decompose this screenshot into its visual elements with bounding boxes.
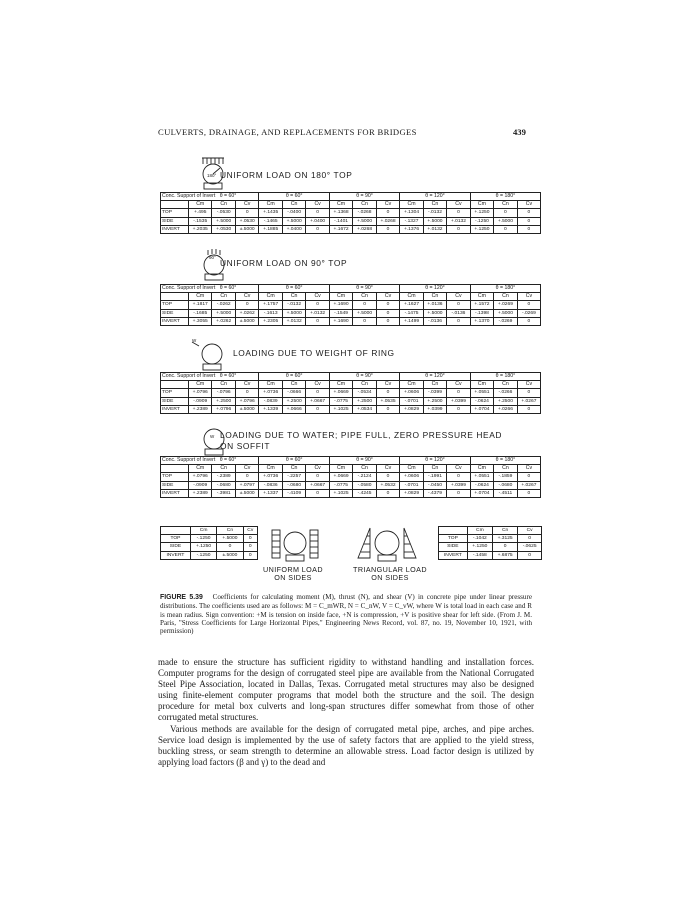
- table-row: [161, 405, 541, 413]
- coef-table-weight-of-ring: Conc. Support of Invert θ = 60° θ = 60° θ = 90° θ = 120° θ = 180° Cm Cn Cv Cm Cn Cv Cm Cn Cv Cm Cn Cv Cm Cn Cv TOP +.0796 -.0796 0 +.0736 -.0666 0 +.0669 -.0534 0 +.0606 -.0399 0 +.0551 -.0266 0 SIDE -.0909 +.2500 +.0796 -.0839 +.2500 +.0667 -.0775 +.2500 +.0535 -.0701 +.2500 +.0399 -.0624 +.2500 +.0267 INVERT +.2389 +.0796 ±.5000 +.1339 +.0666 0 +.1025 +.0534 0 +.0829 +.0399 0 +.0704 +.0266 0: [160, 372, 541, 414]
- table-cell: -.0775: [329, 397, 352, 405]
- table-cell: +.0269: [494, 301, 517, 309]
- figure-caption: [160, 593, 532, 635]
- table-cell: +.0796: [189, 389, 212, 397]
- table-cell: +.0262: [212, 317, 235, 325]
- row-label: INVERT: [161, 551, 191, 559]
- row-label: TOP: [161, 301, 189, 309]
- table-cell: -.0701: [400, 481, 423, 489]
- table-cell: 0: [517, 489, 541, 497]
- table-cell: 0: [306, 209, 329, 217]
- table-cell: +.1672: [329, 225, 352, 233]
- table-cell: +.5000: [282, 217, 305, 225]
- table-cell: 0: [517, 317, 541, 325]
- table-cell: -.0625: [518, 543, 542, 551]
- table-row: [439, 551, 542, 559]
- table-cell: 0: [306, 473, 329, 481]
- uniform-side-load-diagram: [270, 526, 320, 564]
- table-cell: 0: [235, 301, 259, 309]
- svg-text:90°: 90°: [209, 255, 216, 260]
- table-cell: +.2500: [282, 397, 305, 405]
- table-cell: 0: [447, 473, 471, 481]
- body-text: [158, 657, 534, 768]
- table-cell: -.1991: [423, 473, 446, 481]
- table-cell: -.0268: [353, 209, 376, 217]
- table-cell: +.1250: [470, 225, 493, 233]
- table-cell: +.2035: [189, 225, 212, 233]
- table-cell: +.0532: [376, 481, 399, 489]
- table-cell: +.0535: [376, 397, 399, 405]
- table-cell: +.0669: [329, 389, 352, 397]
- table-cell: 0: [243, 535, 257, 543]
- table-cell: +.0136: [423, 301, 446, 309]
- table-cell: -.0624: [470, 397, 493, 405]
- table-cell: 0: [494, 225, 517, 233]
- row-label: TOP: [161, 209, 189, 217]
- table-cell: -.4379: [423, 489, 446, 497]
- svg-text:W: W: [210, 434, 215, 439]
- table-cell: -.0136: [423, 317, 446, 325]
- row-label: TOP: [161, 389, 189, 397]
- table-cell: +.0266: [494, 405, 517, 413]
- table-cell: +.0399: [423, 405, 446, 413]
- table-cell: -.0400: [282, 209, 305, 217]
- table-cell: -.0909: [189, 481, 212, 489]
- table-cell: -.4109: [282, 489, 305, 497]
- table-cell: +.0736: [259, 473, 282, 481]
- table-cell: +.5000: [212, 309, 235, 317]
- table-cell: -.0680: [282, 481, 305, 489]
- paragraph-2: Various methods are available for the design of corrugated metal pipe, arches, and pipe arches. Service load design is implemented by the use of safety factors that are applied to the yield stress, buckling stress, or seam strength to determine an allowable stress. Load factor design is utilized by applying load factors (β and γ) to the dead and: [158, 723, 534, 767]
- table-cell: 0: [353, 317, 376, 325]
- table-row: [161, 217, 541, 225]
- table-cell: +.0606: [400, 389, 423, 397]
- section-title-180-top: UNIFORM LOAD ON 180° TOP: [220, 170, 353, 180]
- table-cell: 0: [447, 209, 471, 217]
- table-cell: -.0266: [494, 389, 517, 397]
- table-cell: -.1250: [190, 551, 216, 559]
- table-cell: -.0580: [353, 481, 376, 489]
- table-row: [161, 389, 541, 397]
- table-row: [439, 535, 542, 543]
- table-row: [161, 317, 541, 325]
- table-cell: -.0680: [494, 481, 517, 489]
- table-cell: +.0736: [259, 389, 282, 397]
- table-cell: 0: [306, 301, 329, 309]
- table-cell: -.1535: [189, 217, 212, 225]
- table-cell: +.0399: [447, 397, 471, 405]
- table-cell: -.0680: [212, 481, 235, 489]
- table-cell: +.0132: [423, 225, 446, 233]
- table-cell: 0: [353, 301, 376, 309]
- table-cell: -.1859: [494, 473, 517, 481]
- table-cell: 0: [376, 489, 399, 497]
- table-cell: +.5000: [353, 217, 376, 225]
- table-cell: +.0551: [470, 389, 493, 397]
- table-cell: ±.5000: [235, 317, 259, 325]
- table-cell: 0: [306, 489, 329, 497]
- table-cell: 0: [447, 489, 471, 497]
- table-cell: +.0534: [353, 405, 376, 413]
- table-cell: +.6875: [492, 551, 517, 559]
- table-cell: 0: [306, 389, 329, 397]
- table-cell: 0: [376, 405, 399, 413]
- table-cell: +.0267: [517, 481, 541, 489]
- table-cell: +.1337: [259, 489, 282, 497]
- table-cell: 0: [306, 405, 329, 413]
- table-cell: -.0701: [400, 397, 423, 405]
- table-cell: 0: [217, 543, 243, 551]
- row-label: TOP: [439, 535, 468, 543]
- table-cell: -.0132: [282, 301, 305, 309]
- running-title: CULVERTS, DRAINAGE, AND REPLACEMENTS FOR BRIDGES: [158, 127, 417, 137]
- table-cell: +.5000: [212, 217, 235, 225]
- table-cell: -.0136: [447, 309, 471, 317]
- table-cell: +.1627: [400, 301, 423, 309]
- table-cell: -.3981: [212, 489, 235, 497]
- table-cell: +.0530: [212, 225, 235, 233]
- table-cell: -.0666: [282, 389, 305, 397]
- table-cell: 0: [517, 389, 541, 397]
- row-label: INVERT: [161, 225, 189, 233]
- row-label: INVERT: [161, 489, 189, 497]
- table-cell: +.0796: [212, 405, 235, 413]
- table-cell: +.0132: [306, 309, 329, 317]
- table-cell: +.2389: [189, 405, 212, 413]
- table-cell: 0: [235, 389, 259, 397]
- caption-text: Coefficients for calculating moment (M), thrust (N), and shear (V) in concrete pipe under linear pressure distributions. The coefficients used are as follows: M = C_mWR, N = C_nW, V = C_vW, where W is total load in each case and R is mean radius. Sign convention: +M is tension on inside face, +N is compression, +V is positive shear for left side. (From J. M. Paris, "Stress Coefficients for Large Horizontal Pipes," Engineering News Record, vol. 87, no. 19, November 10, 1921, with permission): [160, 593, 532, 636]
- table-row: [161, 551, 258, 559]
- pipe-weight-of-ring-icon: [190, 338, 232, 372]
- coef-table-uniform-sides: Cm Cn Cv TOP -.1250 +.5000 0 SIDE +.1250 0 0 INVERT -.1250 ±.5000 0: [160, 526, 258, 560]
- table-cell: +.0530: [235, 217, 259, 225]
- section-title-water-load: LOADING DUE TO WATER; PIPE FULL, ZERO PRESSURE HEAD: [220, 430, 503, 440]
- row-label: SIDE: [161, 217, 189, 225]
- table-cell: +.0796: [235, 397, 259, 405]
- table-cell: +.1757: [259, 301, 282, 309]
- table-cell: +.5000: [282, 309, 305, 317]
- table-cell: -.0534: [353, 389, 376, 397]
- table-cell: +.0132: [447, 217, 471, 225]
- table-cell: -.0836: [259, 481, 282, 489]
- table-cell: +.0796: [189, 473, 212, 481]
- table-row: [161, 225, 541, 233]
- table-cell: +.1304: [400, 209, 423, 217]
- table-row: [161, 397, 541, 405]
- coef-table-90-top: Conc. Support of Invert θ = 60° θ = 60° θ = 90° θ = 120° θ = 180° Cm Cn Cv Cm Cn Cv Cm Cn Cv Cm Cn Cv Cm Cn Cv TOP +.1817 -.0262 0 +.1757 -.0132 0 +.1690 0 0 +.1627 +.0136 0 +.1572 +.0269 0 SIDE -.1685 +.5000 +.0262 -.1613 +.5000 +.0132 -.1549 +.5000 0 -.1475 +.5000 -.0136 -.1398 +.5000 -.0269 INVERT +.3055 +.0262 ±.5000 +.2305 +.0132 0 +.1690 0 0 +.1499 -.0136 0 +.1370 -.0269 0: [160, 284, 541, 326]
- coef-table-water-load: Conc. Support of Invert θ = 60° θ = 60° θ = 90° θ = 120° θ = 180° Cm Cn Cv Cm Cn Cv Cm Cn Cv Cm Cn Cv Cm Cn Cv TOP +.0796 -.2389 0 +.0736 -.2257 0 +.0669 -.2124 0 +.0606 -.1991 0 +.0551 -.1859 0 SIDE -.0909 -.0680 +.0797 -.0836 -.0680 +.0667 -.0775 -.0580 +.0532 -.0701 -.0450 +.0399 -.0624 -.0680 +.0267 INVERT +.2389 -.3981 ±.5000 +.1337 -.4109 0 +.1025 -.4245 0 +.0829 -.4379 0 +.0704 -.4511 0: [160, 456, 541, 498]
- table-cell: +.2500: [494, 397, 517, 405]
- table-row: [161, 301, 541, 309]
- table-cell: +.3125: [492, 535, 517, 543]
- table-cell: +.1250: [470, 209, 493, 217]
- figure-5-39: [160, 156, 550, 586]
- table-cell: -.2257: [282, 473, 305, 481]
- table-cell: -.0775: [329, 481, 352, 489]
- coef-table-triangular-sides: Cm Cn Cv TOP -.1042 +.3125 0 SIDE +.1250 0 -.0625 INVERT -.1458 +.6875 0: [438, 526, 542, 560]
- table-cell: 0: [517, 209, 541, 217]
- table-row: [439, 543, 542, 551]
- row-label: SIDE: [161, 543, 191, 551]
- table-cell: -.1549: [329, 309, 352, 317]
- table-row: [161, 473, 541, 481]
- table-cell: ±.5000: [217, 551, 243, 559]
- table-cell: +.5000: [494, 217, 517, 225]
- figure-label: FIGURE 5.39: [160, 594, 203, 601]
- table-cell: -.0796: [212, 389, 235, 397]
- support-label: Conc. Support of Invert θ = 60°: [161, 193, 259, 201]
- table-cell: +.5000: [423, 309, 446, 317]
- table-row: [161, 489, 541, 497]
- table-cell: ±.5000: [235, 489, 259, 497]
- table-cell: 0: [376, 225, 399, 233]
- section-title-water-load-line2: ON SOFFIT: [220, 441, 271, 451]
- table-row: [161, 535, 258, 543]
- table-cell: -.0269: [494, 317, 517, 325]
- table-cell: +.0268: [376, 217, 399, 225]
- table-cell: +.1690: [329, 301, 352, 309]
- label-triangular-load-sides: TRIANGULAR LOAD ON SIDES: [353, 565, 427, 583]
- table-cell: +.1025: [329, 489, 352, 497]
- table-cell: 0: [447, 225, 471, 233]
- table-cell: +.3055: [189, 317, 212, 325]
- row-label: TOP: [161, 535, 191, 543]
- table-cell: +.1572: [470, 301, 493, 309]
- table-cell: -.4245: [353, 489, 376, 497]
- table-row: [161, 543, 258, 551]
- section-title-90-top: UNIFORM LOAD ON 90° TOP: [220, 258, 348, 268]
- table-cell: 0: [235, 209, 259, 217]
- svg-text:W: W: [192, 338, 197, 343]
- row-label: SIDE: [161, 309, 189, 317]
- table-cell: +.0400: [282, 225, 305, 233]
- table-cell: -.1465: [259, 217, 282, 225]
- table-cell: -.0839: [259, 397, 282, 405]
- table-cell: -.2389: [212, 473, 235, 481]
- table-cell: 0: [494, 209, 517, 217]
- svg-text:180°: 180°: [207, 173, 217, 178]
- table-cell: -.0132: [423, 209, 446, 217]
- table-cell: -.1250: [190, 535, 216, 543]
- table-cell: 0: [517, 405, 541, 413]
- table-cell: -.1250: [470, 217, 493, 225]
- table-cell: +.5000: [353, 309, 376, 317]
- table-cell: 0: [306, 225, 329, 233]
- table-cell: 0: [376, 473, 399, 481]
- table-cell: 0: [518, 551, 542, 559]
- table-cell: -.4511: [494, 489, 517, 497]
- row-label: INVERT: [439, 551, 468, 559]
- table-cell: +.0267: [517, 397, 541, 405]
- table-cell: 0: [517, 217, 541, 225]
- table-cell: +.0551: [470, 473, 493, 481]
- row-label: SIDE: [439, 543, 468, 551]
- row-label: SIDE: [161, 397, 189, 405]
- page-number: 439: [513, 127, 526, 137]
- table-cell: -.1475: [400, 309, 423, 317]
- table-cell: 0: [243, 551, 257, 559]
- table-cell: -.0399: [423, 389, 446, 397]
- table-cell: +.1376: [400, 225, 423, 233]
- table-cell: 0: [447, 317, 471, 325]
- table-cell: +.1368: [329, 209, 352, 217]
- table-cell: 0: [447, 389, 471, 397]
- table-row: [161, 209, 541, 217]
- label-uniform-load-sides: UNIFORM LOAD ON SIDES: [263, 565, 323, 583]
- table-cell: 0: [517, 225, 541, 233]
- table-cell: +.0262: [235, 309, 259, 317]
- table-cell: +.0399: [447, 481, 471, 489]
- table-cell: +.1690: [329, 317, 352, 325]
- table-cell: -.0624: [470, 481, 493, 489]
- triangular-side-load-diagram: [356, 524, 418, 564]
- table-cell: +.0268: [353, 225, 376, 233]
- table-cell: +.495: [189, 209, 212, 217]
- table-cell: +.0704: [470, 489, 493, 497]
- table-cell: 0: [517, 473, 541, 481]
- table-cell: +.2305: [259, 317, 282, 325]
- table-cell: 0: [447, 301, 471, 309]
- table-cell: -.1042: [467, 535, 492, 543]
- table-cell: -.2124: [353, 473, 376, 481]
- table-row: [161, 309, 541, 317]
- paragraph-1: made to ensure the structure has sufficient rigidity to withstand handling and installation forces. Computer programs for the design of corrugated steel pipe are available from the National Corrugated Steel Pipe Association, located in Dallas, Texas. Corrugated metal structures may also be designed using finite-element computer programs that model both the structure and the soil. The design procedure for metal box culverts and long-span structures differ somewhat from those of other corrugated metal structures.: [158, 657, 534, 723]
- table-cell: +.5000: [423, 217, 446, 225]
- table-row: [161, 481, 541, 489]
- table-cell: +.0132: [282, 317, 305, 325]
- table-cell: +.0704: [470, 405, 493, 413]
- table-cell: +.5000: [494, 309, 517, 317]
- table-cell: -.1458: [467, 551, 492, 559]
- coef-table-180-top: Conc. Support of Invert θ = 60° θ = 60° θ = 90° θ = 120° θ = 180° Cm Cn Cv Cm Cn Cv Cm Cn Cv Cm Cn Cv Cm Cn Cv TOP +.495 -.0530 0 +.1435 -.0400 0 +.1368 -.0268 0 +.1304 -.0132 0 +.1250 0 0 SIDE -.1535 +.5000 +.0530 -.1465 +.5000 +.0400 -.1401 +.5000 +.0268 -.1327 +.5000 +.0132 -.1250 +.5000 0 INVERT +.2035 +.0530 ±.5000 +.1885 +.0400 0 +.1672 +.0268 0 +.1376 +.0132 0 +.1250 0 0: [160, 192, 541, 234]
- table-cell: -.0450: [423, 481, 446, 489]
- table-cell: +.2389: [189, 489, 212, 497]
- table-cell: -.1685: [189, 309, 212, 317]
- table-cell: +.1025: [329, 405, 352, 413]
- table-cell: +.1250: [190, 543, 216, 551]
- row-label: SIDE: [161, 481, 189, 489]
- table-cell: -.1401: [329, 217, 352, 225]
- table-cell: +.1370: [470, 317, 493, 325]
- table-cell: +.0667: [306, 397, 329, 405]
- table-cell: +.1499: [400, 317, 423, 325]
- table-cell: +.1885: [259, 225, 282, 233]
- table-cell: -.1613: [259, 309, 282, 317]
- table-cell: 0: [306, 317, 329, 325]
- table-cell: -.0530: [212, 209, 235, 217]
- row-label: INVERT: [161, 317, 189, 325]
- table-cell: +.1339: [259, 405, 282, 413]
- table-cell: 0: [447, 405, 471, 413]
- table-cell: 0: [492, 543, 517, 551]
- table-cell: +.0669: [329, 473, 352, 481]
- table-cell: +.0606: [400, 473, 423, 481]
- table-cell: ±.5000: [235, 225, 259, 233]
- table-cell: +.0666: [282, 405, 305, 413]
- table-cell: +.0400: [306, 217, 329, 225]
- table-cell: 0: [517, 301, 541, 309]
- table-cell: -.0909: [189, 397, 212, 405]
- table-cell: +.0829: [400, 489, 423, 497]
- table-cell: +.2500: [423, 397, 446, 405]
- table-cell: +.1435: [259, 209, 282, 217]
- table-cell: 0: [376, 389, 399, 397]
- running-header: [0, 127, 695, 141]
- table-cell: 0: [243, 543, 257, 551]
- table-cell: -.1398: [470, 309, 493, 317]
- table-cell: +.1250: [467, 543, 492, 551]
- table-cell: +.1817: [189, 301, 212, 309]
- table-cell: +.2500: [353, 397, 376, 405]
- table-cell: 0: [376, 301, 399, 309]
- row-label: TOP: [161, 473, 189, 481]
- table-cell: ±.5000: [235, 405, 259, 413]
- table-cell: 0: [376, 317, 399, 325]
- table-cell: +.0667: [306, 481, 329, 489]
- table-cell: 0: [376, 209, 399, 217]
- table-cell: -.0269: [517, 309, 541, 317]
- table-cell: +.0829: [400, 405, 423, 413]
- table-cell: -.1327: [400, 217, 423, 225]
- row-label: INVERT: [161, 405, 189, 413]
- table-cell: -.0262: [212, 301, 235, 309]
- table-cell: +.5000: [217, 535, 243, 543]
- table-cell: 0: [518, 535, 542, 543]
- table-cell: 0: [235, 473, 259, 481]
- table-cell: +.2500: [212, 397, 235, 405]
- section-title-weight-of-ring: LOADING DUE TO WEIGHT OF RING: [233, 348, 395, 358]
- table-cell: 0: [376, 309, 399, 317]
- table-cell: +.0797: [235, 481, 259, 489]
